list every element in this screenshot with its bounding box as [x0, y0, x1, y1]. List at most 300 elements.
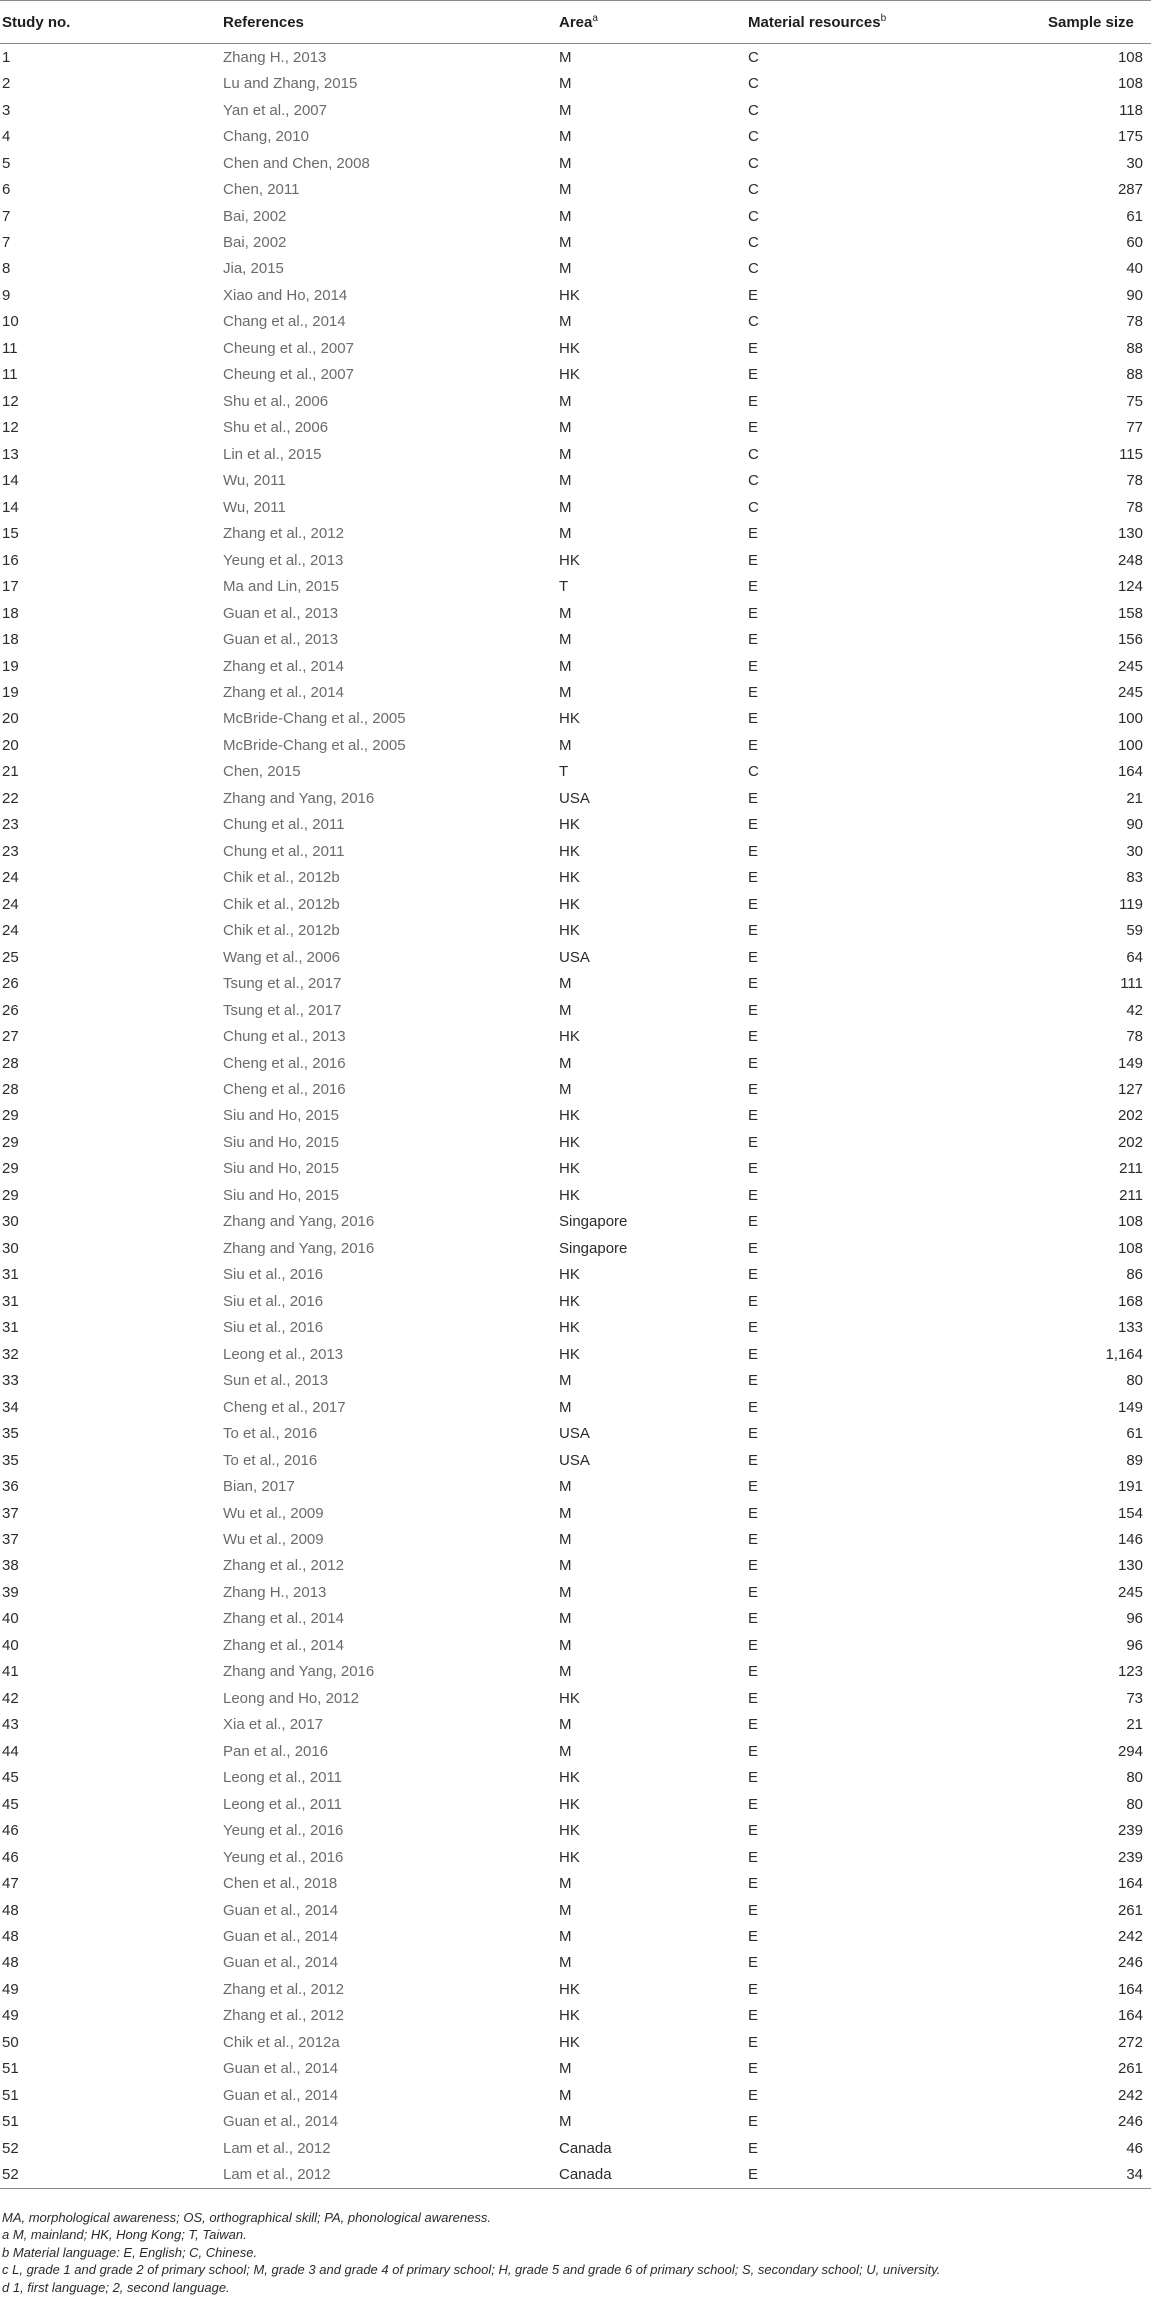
table-row	[0, 1659, 1151, 1685]
cell-material: E	[748, 2162, 1048, 2189]
cell-reference: To et al., 2016	[223, 1451, 318, 1469]
cell-sample-size: 108	[1117, 1239, 1143, 1257]
cell-study-no: 39	[2, 1583, 19, 1601]
header-study-no: Study no.	[0, 1, 223, 44]
table-row	[0, 1447, 1151, 1473]
table-row	[0, 1050, 1151, 1076]
table-row	[0, 891, 1151, 917]
cell-study-no: 18	[2, 604, 19, 622]
cell-material: C	[748, 75, 759, 93]
cell-material: E	[748, 1213, 759, 1231]
cell-reference: Chik et al., 2012b	[223, 895, 340, 913]
cell-study-no: 7	[2, 207, 11, 225]
cell-sample-size: 133	[1117, 1319, 1143, 1337]
cell-material: E	[748, 1769, 759, 1787]
table-row	[0, 520, 1151, 546]
cell-area: M	[559, 683, 572, 701]
cell-reference: Siu and Ho, 2015	[223, 1186, 339, 1204]
cell-study-no: 22	[2, 789, 19, 807]
table-row	[0, 1606, 1151, 1632]
cell-material: E	[748, 1160, 759, 1178]
cell-sample-size: 156	[1117, 631, 1143, 649]
table-row	[0, 309, 1151, 335]
cell-reference: Chang, 2010	[223, 128, 309, 146]
cell-reference: Zhang et al., 2012	[223, 1980, 344, 1998]
cell-area: M	[559, 472, 572, 490]
cell-area: HK	[559, 286, 580, 304]
cell-material: C	[748, 207, 759, 225]
cell-study-no: 11	[2, 366, 18, 384]
table-row	[0, 150, 1151, 176]
table-row	[0, 1897, 1151, 1923]
cell-reference: Zhang H., 2013	[223, 1583, 327, 1601]
cell-study-no: 38	[2, 1557, 19, 1575]
cell-material: C	[748, 128, 759, 146]
cell-sample-size: 83	[1126, 869, 1143, 887]
cell-study-no: 2	[2, 75, 11, 93]
cell-reference: Siu and Ho, 2015	[223, 1160, 339, 1178]
cell-sample-size: 61	[1126, 1425, 1143, 1443]
cell-reference: Chen and Chen, 2008	[223, 154, 370, 172]
cell-sample-size: 130	[1117, 1557, 1143, 1575]
cell-sample-size: 86	[1126, 1266, 1143, 1284]
cell-reference: Zhang et al., 2012	[223, 2007, 344, 2025]
footnote: a M, mainland; HK, Hong Kong; T, Taiwan.	[2, 2227, 247, 2243]
cell-material: E	[748, 2086, 759, 2104]
cell-reference: Chung et al., 2013	[223, 1028, 346, 1046]
cell-material: E	[748, 1319, 759, 1337]
cell-study-no: 24	[2, 922, 19, 940]
cell-material: E	[748, 1239, 759, 1257]
cell-area: M	[559, 657, 572, 675]
cell-sample-size: 61	[1126, 207, 1143, 225]
cell-study-no: 24	[2, 869, 19, 887]
cell-study-no: 49	[2, 1980, 19, 1998]
cell-material: C	[748, 498, 759, 516]
cell-reference: Chung et al., 2011	[223, 842, 345, 860]
cell-area: HK	[559, 869, 580, 887]
cell-material: E	[748, 710, 759, 728]
cell-reference: Pan et al., 2016	[223, 1742, 329, 1760]
cell-area: M	[559, 2060, 572, 2078]
cell-study-no: 48	[2, 1954, 19, 1972]
cell-area: HK	[559, 922, 580, 940]
table-row	[0, 441, 1151, 467]
table-row	[0, 2029, 1151, 2055]
cell-reference: Leong and Ho, 2012	[223, 1689, 359, 1707]
cell-study-no: 23	[2, 842, 19, 860]
cell-reference: Chen, 2015	[223, 763, 301, 781]
cell-area: M	[559, 260, 572, 278]
table-row	[0, 1288, 1151, 1314]
cell-reference: Zhang H., 2013	[223, 48, 327, 66]
table-row	[0, 2109, 1151, 2135]
cell-sample-size: 168	[1117, 1292, 1143, 1310]
cell-reference: Chang et al., 2014	[223, 313, 346, 331]
cell-study-no: 49	[2, 2007, 19, 2025]
cell-reference: Siu and Ho, 2015	[223, 1133, 339, 1151]
cell-sample-size: 211	[1119, 1160, 1143, 1178]
cell-area: HK	[559, 1133, 580, 1151]
cell-material: E	[748, 1186, 759, 1204]
cell-sample-size: 90	[1126, 286, 1143, 304]
cell-material: E	[748, 1504, 759, 1522]
cell-material: E	[748, 948, 759, 966]
cell-sample-size: 242	[1117, 1928, 1143, 1946]
table-row	[0, 256, 1151, 282]
cell-material: E	[748, 1689, 759, 1707]
table-row	[0, 1394, 1151, 1420]
cell-area: M	[559, 154, 572, 172]
cell-area: M	[559, 75, 572, 93]
cell-area: M	[559, 1954, 572, 1972]
cell-material: E	[748, 975, 759, 993]
cell-area: HK	[559, 1319, 580, 1337]
cell-reference: Wu, 2011	[223, 498, 286, 516]
cell-area: HK	[559, 339, 580, 357]
cell-material: C	[748, 48, 759, 66]
cell-sample-size: 119	[1119, 895, 1143, 913]
cell-sample-size: 88	[1126, 339, 1143, 357]
cell-study-no: 8	[2, 260, 11, 278]
table-row	[0, 494, 1151, 520]
cell-study-no: 6	[2, 181, 11, 199]
cell-area: HK	[559, 2033, 580, 2051]
cell-reference: Wang et al., 2006	[223, 948, 341, 966]
cell-sample-size: 261	[1117, 1901, 1143, 1919]
cell-material: E	[748, 2060, 759, 2078]
cell-area: M	[559, 1928, 572, 1946]
table-row	[0, 1420, 1151, 1446]
table-row	[0, 1632, 1151, 1658]
table-row	[0, 2003, 1151, 2029]
header-material-footnote-mark: b	[880, 12, 887, 24]
cell-reference: Cheng et al., 2016	[223, 1054, 346, 1072]
cell-material: E	[748, 2139, 759, 2157]
cell-area: HK	[559, 1292, 580, 1310]
cell-material: E	[748, 1292, 759, 1310]
cell-area: M	[559, 445, 572, 463]
cell-sample-size: 164	[1117, 1980, 1143, 1998]
cell-reference: Zhang and Yang, 2016	[223, 1213, 375, 1231]
cell-sample-size: 242	[1117, 2086, 1143, 2104]
cell-sample-size: 80	[1126, 1795, 1143, 1813]
table-row	[0, 1235, 1151, 1261]
cell-sample-size: 245	[1117, 683, 1143, 701]
cell-area: M	[559, 101, 572, 119]
cell-sample-size: 42	[1126, 1001, 1143, 1019]
cell-study-no: 17	[2, 578, 19, 596]
cell-material: E	[748, 869, 759, 887]
table-row	[0, 1129, 1151, 1155]
cell-sample-size: 60	[1126, 234, 1143, 252]
cell-area: T	[559, 578, 569, 596]
cell-reference: Yeung et al., 2013	[223, 551, 344, 569]
cell-material: E	[748, 1107, 759, 1125]
cell-study-no: 12	[2, 392, 19, 410]
table-row	[0, 785, 1151, 811]
table-row	[0, 838, 1151, 864]
cell-study-no: 19	[2, 683, 19, 701]
cell-study-no: 19	[2, 657, 19, 675]
table-row	[0, 732, 1151, 758]
cell-study-no: 11	[2, 339, 18, 357]
table-row	[0, 1076, 1151, 1102]
cell-reference: Zhang and Yang, 2016	[223, 1239, 375, 1257]
cell-sample-size: 111	[1120, 975, 1143, 993]
cell-area: HK	[559, 895, 580, 913]
cell-material: E	[748, 1081, 759, 1099]
cell-area: HK	[559, 816, 580, 834]
table-row	[0, 2082, 1151, 2108]
table-row	[0, 759, 1151, 785]
cell-reference: McBride-Chang et al., 2005	[223, 710, 406, 728]
cell-study-no: 31	[2, 1266, 19, 1284]
cell-material: C	[748, 154, 759, 172]
cell-material: E	[748, 1398, 759, 1416]
cell-area: M	[559, 1716, 572, 1734]
cell-area: HK	[559, 1266, 580, 1284]
cell-reference: Yeung et al., 2016	[223, 1848, 344, 1866]
cell-material: E	[748, 1001, 759, 1019]
cell-sample-size: 78	[1126, 498, 1143, 516]
cell-reference: Leong et al., 2011	[223, 1795, 342, 1813]
cell-area: HK	[559, 1028, 580, 1046]
cell-area: M	[559, 392, 572, 410]
cell-material: E	[748, 1928, 759, 1946]
cell-area: HK	[559, 1822, 580, 1840]
table-row	[0, 1473, 1151, 1499]
cell-sample-size: 100	[1117, 710, 1143, 728]
cell-area: M	[559, 48, 572, 66]
cell-area: M	[559, 1610, 572, 1628]
cell-area: HK	[559, 551, 580, 569]
cell-study-no: 51	[2, 2086, 19, 2104]
cell-material: E	[748, 2113, 759, 2131]
cell-area: M	[559, 975, 572, 993]
cell-reference: Guan et al., 2013	[223, 631, 339, 649]
cell-sample-size: 246	[1117, 1954, 1143, 1972]
header-sample-size: Sample size	[1048, 1, 1151, 44]
cell-study-no: 14	[2, 472, 19, 490]
cell-sample-size: 246	[1117, 2113, 1143, 2131]
table-row	[0, 2056, 1151, 2082]
cell-material: E	[748, 1875, 759, 1893]
cell-sample-size: 146	[1117, 1530, 1143, 1548]
cell-study-no: 48	[2, 1928, 19, 1946]
cell-reference: Chik et al., 2012b	[223, 869, 340, 887]
cell-area: M	[559, 128, 572, 146]
cell-material: E	[748, 286, 759, 304]
cell-sample-size: 30	[1126, 842, 1143, 860]
cell-material: E	[748, 1848, 759, 1866]
cell-sample-size: 248	[1117, 551, 1143, 569]
cell-study-no: 52	[0, 2162, 223, 2189]
table-row	[0, 865, 1151, 891]
cell-sample-size: 245	[1117, 1583, 1143, 1601]
cell-area: HK	[559, 842, 580, 860]
cell-reference: Guan et al., 2014	[223, 1928, 339, 1946]
table-row	[0, 335, 1151, 361]
cell-study-no: 14	[2, 498, 19, 516]
cell-study-no: 3	[2, 101, 11, 119]
cell-area: M	[559, 207, 572, 225]
cell-study-no: 33	[2, 1372, 19, 1390]
cell-study-no: 21	[2, 763, 19, 781]
cell-area: M	[559, 1081, 572, 1099]
table-row	[0, 626, 1151, 652]
cell-reference: Siu et al., 2016	[223, 1292, 324, 1310]
cell-sample-size: 294	[1117, 1742, 1143, 1760]
cell-material: E	[748, 1133, 759, 1151]
cell-sample-size: 78	[1126, 313, 1143, 331]
cell-reference: Guan et al., 2014	[223, 1901, 339, 1919]
cell-area: M	[559, 525, 572, 543]
cell-area: M	[559, 181, 572, 199]
table-row	[0, 70, 1151, 96]
cell-reference: Bai, 2002	[223, 234, 287, 252]
cell-study-no: 37	[2, 1504, 19, 1522]
table-row	[0, 203, 1151, 229]
cell-material: E	[748, 683, 759, 701]
cell-study-no: 48	[2, 1901, 19, 1919]
cell-material: E	[748, 1451, 759, 1469]
cell-sample-size: 21	[1126, 789, 1143, 807]
cell-study-no: 1	[2, 48, 11, 66]
cell-reference: Guan et al., 2014	[223, 2113, 339, 2131]
cell-material: E	[748, 657, 759, 675]
cell-reference: Yeung et al., 2016	[223, 1822, 344, 1840]
cell-reference: Guan et al., 2013	[223, 604, 339, 622]
cell-reference: Zhang et al., 2014	[223, 1636, 344, 1654]
cell-study-no: 23	[2, 816, 19, 834]
cell-material: C	[748, 763, 759, 781]
table-row	[0, 1341, 1151, 1367]
table-row	[0, 1315, 1151, 1341]
table-row	[0, 1262, 1151, 1288]
cell-study-no: 20	[2, 736, 19, 754]
cell-reference: Shu et al., 2006	[223, 419, 329, 437]
cell-study-no: 47	[2, 1875, 19, 1893]
cell-study-no: 30	[2, 1239, 19, 1257]
cell-reference: Zhang et al., 2012	[223, 525, 344, 543]
cell-sample-size: 149	[1117, 1398, 1143, 1416]
cell-area: M	[559, 2113, 572, 2131]
cell-reference: Tsung et al., 2017	[223, 975, 342, 993]
table-row	[0, 282, 1151, 308]
cell-material: E	[748, 1530, 759, 1548]
cell-study-no: 46	[2, 1822, 19, 1840]
cell-material: E	[748, 339, 759, 357]
cell-reference: To et al., 2016	[223, 1425, 318, 1443]
cell-area: HK	[559, 1345, 580, 1363]
footnote: d 1, first language; 2, second language.	[2, 2279, 230, 2295]
cell-reference: Yan et al., 2007	[223, 101, 327, 119]
cell-study-no: 36	[2, 1478, 19, 1496]
cell-sample-size: 108	[1117, 48, 1143, 66]
cell-reference: Zhang et al., 2014	[223, 657, 344, 675]
cell-study-no: 10	[2, 313, 19, 331]
cell-reference: Cheng et al., 2017	[223, 1398, 346, 1416]
cell-area: M	[559, 1663, 572, 1681]
cell-area: HK	[559, 1769, 580, 1787]
cell-material: E	[748, 1345, 759, 1363]
cell-material: E	[748, 1742, 759, 1760]
cell-study-no: 44	[2, 1742, 19, 1760]
cell-sample-size: 124	[1117, 578, 1143, 596]
cell-area: M	[559, 1372, 572, 1390]
cell-sample-size: 164	[1117, 763, 1143, 781]
cell-study-no: 29	[2, 1186, 19, 1204]
cell-sample-size: 96	[1126, 1610, 1143, 1628]
cell-reference: Leong et al., 2013	[223, 1345, 344, 1363]
table-row	[0, 1817, 1151, 1843]
table-row	[0, 1023, 1151, 1049]
cell-sample-size: 191	[1117, 1478, 1143, 1496]
table-row	[0, 176, 1151, 202]
cell-material: E	[748, 525, 759, 543]
cell-sample-size: 34	[1048, 2162, 1151, 2189]
cell-area: M	[559, 1398, 572, 1416]
table-row	[0, 679, 1151, 705]
cell-reference: Bian, 2017	[223, 1478, 295, 1496]
cell-sample-size: 80	[1126, 1769, 1143, 1787]
cell-study-no: 43	[2, 1716, 19, 1734]
cell-area: M	[559, 1557, 572, 1575]
cell-area: HK	[559, 710, 580, 728]
cell-study-no: 50	[2, 2033, 19, 2051]
cell-area: HK	[559, 1689, 580, 1707]
cell-area: Canada	[559, 2162, 748, 2189]
cell-reference: Ma and Lin, 2015	[223, 578, 339, 596]
cell-material: E	[748, 1954, 759, 1972]
table-row	[0, 1764, 1151, 1790]
cell-reference: Jia, 2015	[223, 260, 284, 278]
cell-reference: Chik et al., 2012a	[223, 2033, 340, 2051]
cell-sample-size: 202	[1117, 1133, 1143, 1151]
table-row	[0, 1976, 1151, 2002]
table-row	[0, 229, 1151, 255]
table-row	[0, 706, 1151, 732]
cell-study-no: 31	[2, 1319, 19, 1337]
header-area: Area$^a$	[559, 1, 748, 44]
table-row	[0, 2135, 1151, 2161]
cell-study-no: 18	[2, 631, 19, 649]
cell-study-no: 20	[2, 710, 19, 728]
cell-area: HK	[559, 1795, 580, 1813]
cell-sample-size: 202	[1117, 1107, 1143, 1125]
cell-reference: Guan et al., 2014	[223, 2060, 339, 2078]
cell-reference: Siu and Ho, 2015	[223, 1107, 339, 1125]
cell-reference: Cheung et al., 2007	[223, 339, 354, 357]
cell-study-no: 46	[2, 1848, 19, 1866]
cell-sample-size: 75	[1126, 392, 1143, 410]
cell-area: HK	[559, 1980, 580, 1998]
cell-sample-size: 272	[1117, 2033, 1143, 2051]
cell-area: Canada	[559, 2139, 612, 2157]
cell-area: M	[559, 419, 572, 437]
cell-reference: Siu et al., 2016	[223, 1319, 324, 1337]
cell-material: E	[748, 1663, 759, 1681]
cell-reference: Leong et al., 2011	[223, 1769, 342, 1787]
cell-reference: Shu et al., 2006	[223, 392, 329, 410]
cell-reference: Siu et al., 2016	[223, 1266, 324, 1284]
cell-material: E	[748, 922, 759, 940]
cell-material: E	[748, 1636, 759, 1654]
cell-material: E	[748, 419, 759, 437]
table-row	[0, 1553, 1151, 1579]
cell-material: E	[748, 551, 759, 569]
